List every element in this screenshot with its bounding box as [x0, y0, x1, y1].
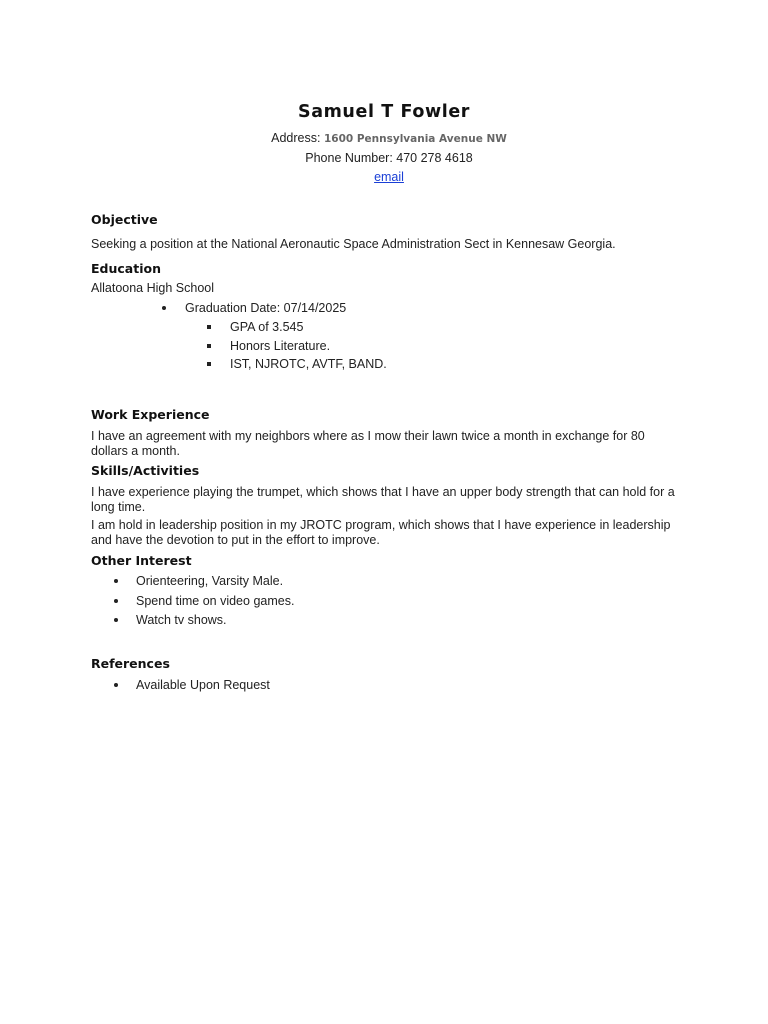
- education-school: Allatoona High School: [91, 281, 214, 295]
- bullet-icon: [114, 599, 118, 603]
- bullet-icon: [114, 683, 118, 687]
- work-experience-heading: Work Experience: [91, 407, 210, 422]
- email-link[interactable]: email: [374, 170, 404, 184]
- resume-name: Samuel T Fowler: [297, 102, 471, 122]
- square-bullet-icon: [207, 325, 211, 329]
- education-detail: IST, NJROTC, AVTF, BAND.: [230, 357, 387, 371]
- address-value: 1600 Pennsylvania Avenue NW: [323, 133, 507, 145]
- bullet-icon: [114, 579, 118, 583]
- square-bullet-icon: [207, 362, 211, 366]
- other-interest-heading: Other Interest: [91, 553, 192, 568]
- interest-item: Spend time on video games.: [136, 594, 295, 608]
- work-experience-text: I have an agreement with my neighbors where as I mow their lawn twice a month in exchange for 80 dollars a month.: [91, 429, 645, 458]
- email-line: [0, 170, 768, 184]
- graduation-date: Graduation Date: 07/14/2025: [185, 301, 347, 315]
- skills-heading: Skills/Activities: [91, 463, 200, 478]
- references-heading: References: [91, 656, 170, 671]
- interest-item: Orienteering, Varsity Male.: [136, 574, 284, 588]
- interest-item: Watch tv shows.: [136, 613, 227, 627]
- objective-heading: Objective: [91, 212, 158, 227]
- address-line: [0, 131, 768, 145]
- references-item: Available Upon Request: [136, 678, 270, 692]
- address-label: Address:: [271, 131, 321, 145]
- education-detail: Honors Literature.: [230, 339, 331, 353]
- objective-text: Seeking a position at the National Aeronautic Space Administration Sect in Kennesaw Georgia.: [91, 237, 616, 251]
- phone-line: Phone Number: 470 278 4618: [305, 151, 473, 165]
- skills-paragraph: I have experience playing the trumpet, which shows that I have an upper body strength that can hold for a long time.: [91, 485, 675, 514]
- skills-paragraph: I am hold in leadership position in my JROTC program, which shows that I have experience in leadership and have the devotion to put in the effort to improve.: [91, 518, 671, 547]
- bullet-icon: [114, 618, 118, 622]
- education-detail: GPA of 3.545: [230, 320, 304, 334]
- education-heading: Education: [91, 261, 161, 276]
- square-bullet-icon: [207, 344, 211, 348]
- bullet-icon: [162, 306, 166, 310]
